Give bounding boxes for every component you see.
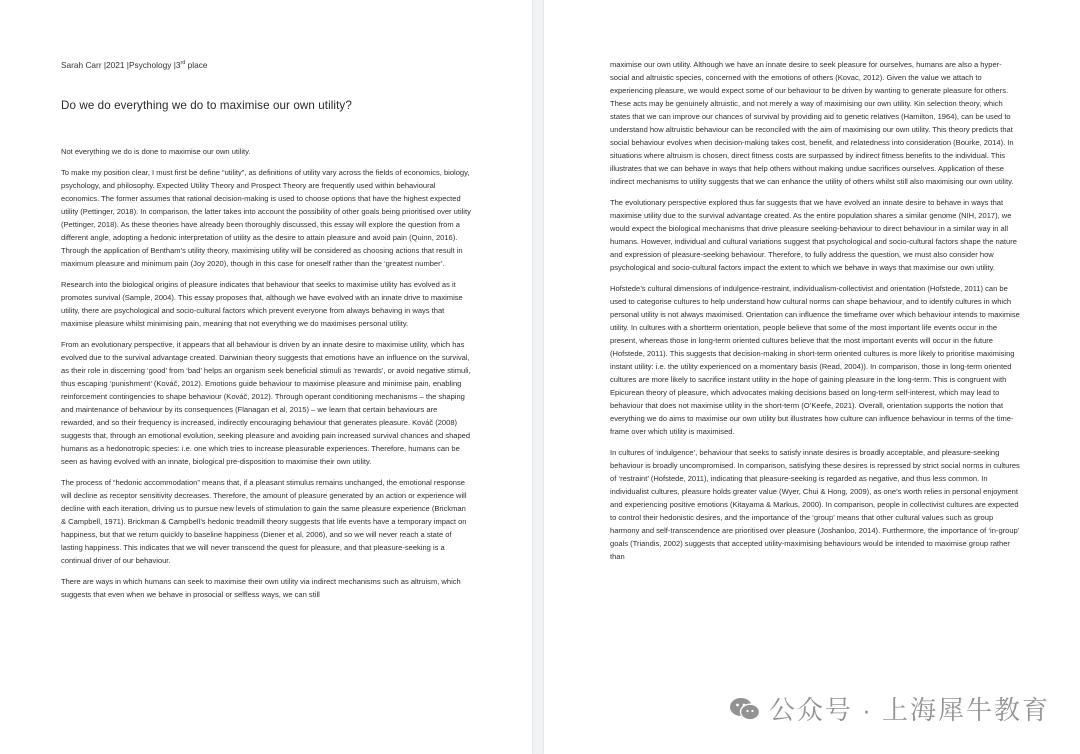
paragraph: Hofstede’s cultural dimensions of indulgence-restraint, individualism-collectivist and orientation (Hofstede, 2011) can be used to categorise cultures to help understand how cultural norms can shape behaviour, and to identify cultures in which personal utility is not always maximised. Orientation can influence the timeframe over which behaviour intends to maximise utility. In cultures with a shortterm orientation, people believe that some of the most important life events occur in the present, whereas those in long-term oriented cultures believe that the most important events will occur in the future (Hofstede, 2011). This suggests that decision-making in short-term oriented cultures is more likely to prioritise maximising instant utility: i.e. the utility experienced on a momentary basis (Read, 2004)). In comparison, those in long-term oriented cultures are more likely to sacrifice instant utility in the hope of gaining pleasure in the long-term. This is congruent with Epicurean theory of pleasure, which advocates making decisions based on long-term self-interest, which may lead to behaviour that does not maximise utility in the short-term (O’Keefe, 2021). Overall, orientation supports the notion that everything we do aims to maximise our own utility but illustrates how culture can influence behaviour in terms of the time-frame over which utility is maximised. — [610, 284, 1020, 436]
paragraph: Research into the biological origins of pleasure indicates that behaviour that seeks to maximise utility has evolved as it promotes survival (Sample, 2004). This essay proposes that, although we have evolved with an innate drive to maximise utility, there are psychological and socio-cultural factors which prevent everyone from always behaving in ways that maximise pleasure whilst minimising pain, meaning that not everything we do maximises personal utility. — [61, 280, 463, 328]
byline-superscript: rd — [180, 60, 186, 67]
document-page-right — [544, 0, 1080, 754]
paragraph: The process of “hedonic accommodation” means that, if a pleasant stimulus remains unchanged, the emotional response will decline as receptor sensitivity decreases. Therefore, the amount of pleasure generated by an action or experience will decline with each iteration, driving us to pursue new levels of stimulation to gain the same pleasure experience (Brickman & Campbell, 1971). Brickman & Campbell’s hedonic treadmill theory suggests that life events have a temporary impact on happiness, but that we return quickly to baseline happiness (Diener et al, 2006), and so we will never reach a state of lasting happiness. This indicates that we will never transcend the quest for pleasure, and that pleasure-seeking is a continual driver of our behaviour. — [61, 478, 467, 565]
byline-text: Sarah Carr |2021 |Psychology |3 — [61, 60, 181, 70]
paragraph: From an evolutionary perspective, it appears that all behaviour is driven by an innate desire to maximise utility, which has evolved due to the survival advantage created. Darwinian theory suggests that emotions have an influence on the survival, as their role in discerning ‘good’ from ‘bad’ helps an organism seek beneficial stimuli as ‘rewards’, or avoid negative stimuli, thus escaping ‘punishment’ (Kováč, 2012). Emotions guide behaviour to maximise pleasure and minimise pain, enabling reinforcement contingencies to shape behaviour (Kováč, 2012). Through operant conditioning mechanisms – the shaping and maintenance of behaviour by its consequences (Flanagan et al, 2015) – we learn that certain behaviours are rewarded, and so their frequency is increased, indirectly encouraging behaviour that generates pleasure. Kováč (2008) suggests that, through an emotional evolution, seeking pleasure and avoiding pain increased survival chances and shaped humans as a hedonotropic species: i.e. one which tries to increase pleasurable experiences. Therefore, humans can be seen as having evolved with an innate, biological pre-disposition to maximise their own utility. — [61, 340, 471, 466]
paragraph: In cultures of ‘indulgence’, behaviour that seeks to satisfy innate desires is broadly acceptable, and pleasure-seeking behaviour is broadly uncompromised. In comparison, satisfying these desires is repressed by strict social norms in cultures of ‘restraint’ (Hofstede, 2011), indicating that pleasure-seeking is regarded as negative, and thus less common. In individualist cultures, pleasure holds greater value (Wyer, Chui & Hong, 2009), as one’s worth relies in personal enjoyment and experiencing positive emotions (Kitayama & Markus, 2000). In comparison, people in collectivist cultures are expected to control their hedonistic desires, and the importance of the ‘group’ means that other cultural values such as group harmony and self-transcendence are prioritised over pleasure (Joshanloo, 2014). Furthermore, the importance of ‘in-group’ goals (Triandis, 2002) suggests that accepted utility-maximising behaviours would be intended to maximise group rather than — [610, 448, 1020, 561]
paragraph: Not everything we do is done to maximise our own utility. — [61, 147, 251, 156]
essay-title: Do we do everything we do to maximise our own utility? — [61, 99, 352, 112]
document-page-left — [0, 0, 532, 754]
wechat-icon — [729, 697, 761, 721]
watermark — [729, 690, 1050, 727]
page-content-right — [610, 58, 1020, 571]
paragraph: maximise our own utility. Although we have an innate desire to seek pleasure for ourselves, humans are also a hyper-social and altruistic species, concerned with the emotions of others (Kovac, 2012). Given the value we attach to experiencing pleasure, we would expect some of our behaviour to be driven by wanting to generate pleasure for others. These acts may be genuinely altruistic, and not merely a way of maximising our own utility. Kin selection theory, which states that we can improve our chances of survival by providing aid to genetic relatives (Hamilton, 1964), can be used to understand how altruistic behaviour can be reconciled with the aim of maximising our own utility. This theory predicts that social behaviour evolves when decision-making takes cost, benefit, and relatedness into consideration (Bourke, 2014). In situations where altruism is chosen, direct fitness costs are surpassed by indirect fitness benefits to the individual. This illustrates that we can behave in ways that help others without making undue sacrifices ourselves. Application of these indirect mechanisms to utility suggests that we can enhance the utility of others whilst still also maximising our own utility. — [610, 60, 1014, 186]
page-content-left — [61, 58, 471, 609]
paragraph: The evolutionary perspective explored thus far suggests that we have evolved an innate desire to behave in ways that maximise utility due to the survival advantage created. As the entire population shares a similar genome (NIH, 2017), we would expect the biological mechanisms that drive pleasure seeking-behaviour to direct behaviour in a similar way in all humans. However, individual and cultural variations suggest that psychological and socio-cultural factors shape the nature and expression of pleasure-seeking behaviour. Therefore, to fully address the question, we must also consider how psychological and socio-cultural factors impact the extent to which we behave in ways that maximise our own utility. — [610, 198, 1017, 272]
paragraph: To make my position clear, I must first be define “utility”, as definitions of utility vary across the fields of economics, biology, psychology, and philosophy. Expected Utility Theory and Prospect Theory are frequently used within behavioural economics. The former assumes that rational decision-making is used to choose options that have the highest expected utility (Pettinger, 2018). In comparison, the latter takes into account the possibility of other goals being prioritised over utility (Pettinger, 2018). As these theories have already been thoroughly discussed, this essay will explore the question from a different angle, adopting a hedonic interpretation of utility as the desire to attain pleasure and avoid pain (Quinn, 2016). Through the application of Bentham’s utility theory, maximising utility will be considered as choosing actions that result in maximum pleasure and minimum pain (Joy 2020), though in this case for oneself rather than the ‘greatest number’. — [61, 168, 471, 268]
paragraph: There are ways in which humans can seek to maximise their own utility via indirect mechanisms such as altruism, which suggests that even when we behave in prosocial or selfless ways, we can still — [61, 577, 461, 599]
watermark-text: 公众号 · 上海犀牛教育 — [768, 695, 1050, 725]
author-byline — [61, 60, 471, 70]
byline-suffix: place — [185, 60, 208, 70]
